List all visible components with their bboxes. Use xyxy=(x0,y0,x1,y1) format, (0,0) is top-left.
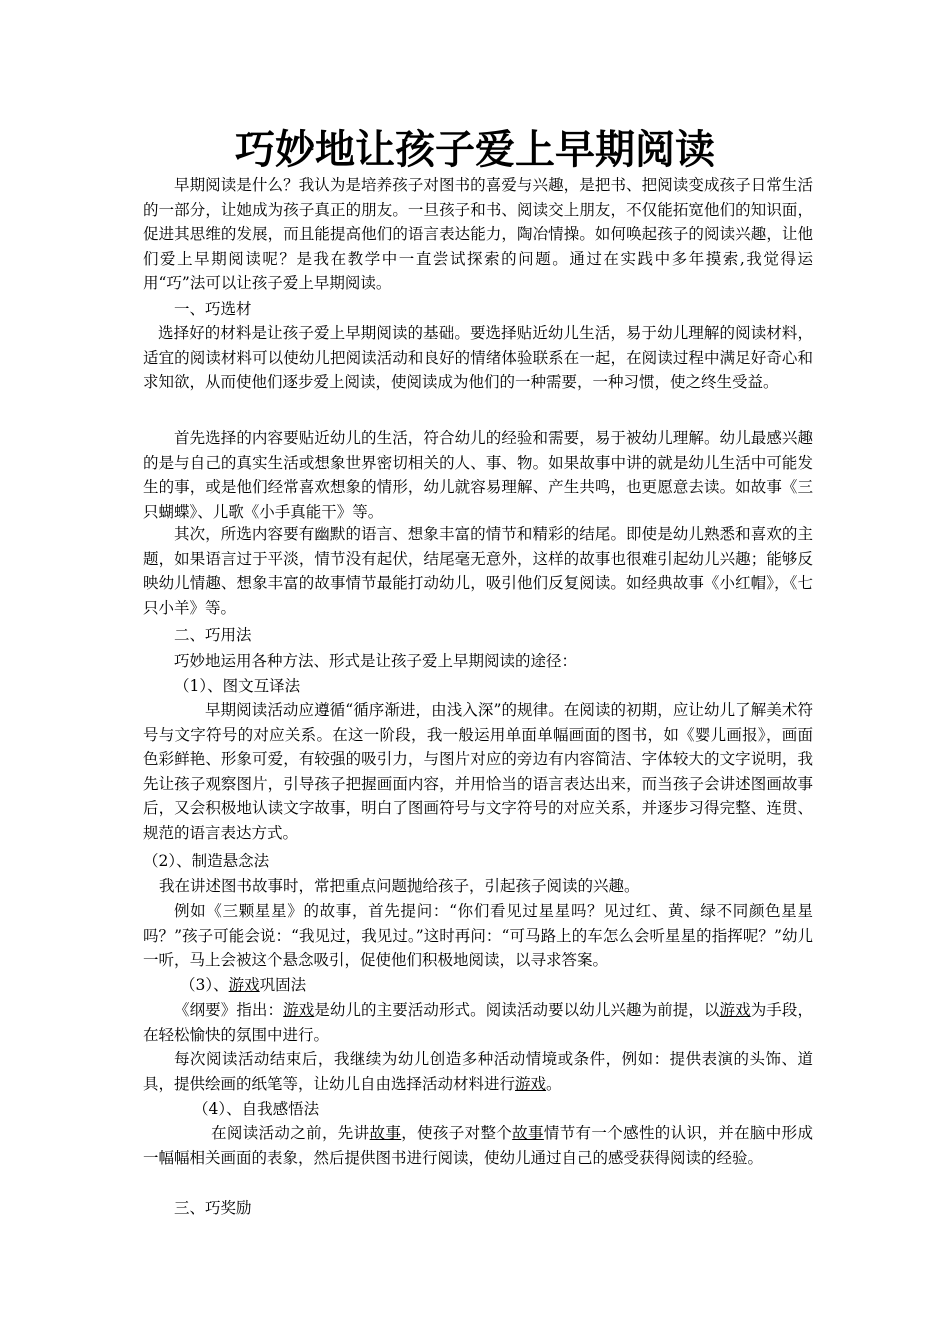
paragraph-material-basis: 选择好的材料是让孩子爱上早期阅读的基础。要选择贴近幼儿生活，易于幼儿理解的阅读材料，适宜的阅读材料可以使幼儿把阅读活动和良好的情绪体验联系在一起，在阅读过程中满足好奇心和求知欲，从而使他们逐步爱上阅读，使阅读成为他们的一种需要，一种习惯，使之终生受益。 xyxy=(143,324,813,392)
text-run: 是幼儿的主要活动形式。阅读活动要以幼儿兴趣为前提，以 xyxy=(314,1001,720,1019)
game-link[interactable]: 游戏 xyxy=(515,1074,547,1093)
text-run: 为手段，在轻松愉快的氛围中进行。 xyxy=(143,1001,813,1044)
intro-paragraph: 早期阅读是什么？我认为是培养孩子对图书的喜爱与兴趣，是把书、把阅读变成孩子日常生活的一部分，让她成为孩子真正的朋友。一旦孩子和书、阅读交上朋友，不仅能拓宽他们的知识面，促进其思维的发展，而且能提高他们的语言表达能力，陶冶情操。如何唤起孩子的阅读兴趣，让他们爱上早期阅读呢？是我在教学中一直尝试探索的问题。通过在实践中多年摸索,我觉得运用“巧”法可以让孩子爱上早期阅读。 xyxy=(143,176,813,293)
paragraph-method-2a: 我在讲述图书故事时，常把重点问题抛给孩子，引起孩子阅读的兴趣。 xyxy=(159,877,640,895)
story-link[interactable]: 故事 xyxy=(512,1124,544,1142)
subheading-method-4: （4）、自我感悟法 xyxy=(193,1100,320,1118)
section-heading-3: 三、巧奖励 xyxy=(174,1199,252,1217)
text-run: ，使孩子对整个 xyxy=(401,1124,513,1142)
text-run: 。 xyxy=(546,1074,562,1093)
document-title: 巧妙地让孩子爱上早期阅读 xyxy=(235,127,715,173)
story-link[interactable]: 故事 xyxy=(369,1124,402,1142)
subheading-method-2: （2）、制造悬念法 xyxy=(143,852,270,870)
game-link[interactable]: 游戏 xyxy=(228,976,260,994)
subheading-method-3-prefix: （3）、 xyxy=(180,976,229,994)
section-heading-2: 二、巧用法 xyxy=(174,626,252,644)
paragraph-method-3a xyxy=(143,998,813,1047)
paragraph-method-3b xyxy=(143,1047,813,1096)
paragraph-method-4 xyxy=(143,1121,813,1170)
text-run: 每次阅读活动结束后，我继续为幼儿创造多种活动情境或条件，例如：提供表演的头饰、道具，提供绘画的纸笔等，让幼儿自由选择活动材料进行 xyxy=(143,1050,813,1093)
paragraph-method-1: 早期阅读活动应遵循“循序渐进，由浅入深”的规律。在阅读的初期，应让幼儿了解美术符号与文字符号的对应关系。在这一阶段，我一般运用单面单幅画面的图书，如《婴儿画报》，画面色彩鲜艳、形象可爱，有较强的吸引力，与图片对应的旁边有内容简洁、字体较大的文字说明，我先让孩子观察图片，引导孩子把握画面内容，并用恰当的语言表达出来，而当孩子会讲述图画故事后，又会积极地认读文字故事，明白了图画符号与文字符号的对应关系，并逐步习得完整、连贯、规范的语言表达方式。 xyxy=(143,701,813,842)
subheading-method-3-suffix: 巩固法 xyxy=(259,976,307,994)
subheading-method-1: （1）、图文互译法 xyxy=(174,677,301,695)
game-link[interactable]: 游戏 xyxy=(283,1001,315,1019)
subheading-method-3 xyxy=(180,973,860,998)
paragraph-material-second: 其次，所选内容要有幽默的语言、想象丰富的情节和精彩的结尾。即使是幼儿熟悉和喜欢的主题，如果语言过于平淡，情节没有起伏，结尾毫无意外，这样的故事也很难引起幼儿兴趣；能够反映幼儿情趣、想象丰富的故事情节最能打动幼儿，吸引他们反复阅读。如经典故事《小红帽》，《七只小羊》等。 xyxy=(143,525,813,617)
paragraph-material-first: 首先选择的内容要贴近幼儿的生活，符合幼儿的经验和需要，易于被幼儿理解。幼儿最感兴趣的是与自己的真实生活或想象世界密切相关的人、事、物。如果故事中讲的就是幼儿生活中可能发生的事，或是他们经常喜欢想象的情形，幼儿就容易理解、产生共鸣，也更愿意去读。如故事《三只蝴蝶》、儿歌《小手真能干》等。 xyxy=(143,429,813,521)
paragraph-methods-intro: 巧妙地运用各种方法、形式是让孩子爱上早期阅读的途径： xyxy=(174,652,578,670)
text-run: 情节有一个感性的认识，并在脑中形成一幅幅相关画面的表象，然后提供图书进行阅读，使幼儿通过自己的感受获得阅读的经验。 xyxy=(143,1124,813,1167)
paragraph-method-2b: 例如《三颗星星》的故事，首先提问：“你们看见过星星吗？见过红、黄、绿不同颜色星星吗？”孩子可能会说：“我见过，我见过。”这时再问：“可马路上的车怎么会听星星的指挥呢？”幼儿一听，马上会被这个悬念吸引，促使他们积极地阅读，以寻求答案。 xyxy=(143,902,813,970)
text-run: 《纲要》指出： xyxy=(174,1001,284,1019)
game-link[interactable]: 游戏 xyxy=(719,1001,751,1019)
text-run: 在阅读活动之前，先讲 xyxy=(211,1124,370,1142)
section-heading-1: 一、巧选材 xyxy=(174,300,252,318)
